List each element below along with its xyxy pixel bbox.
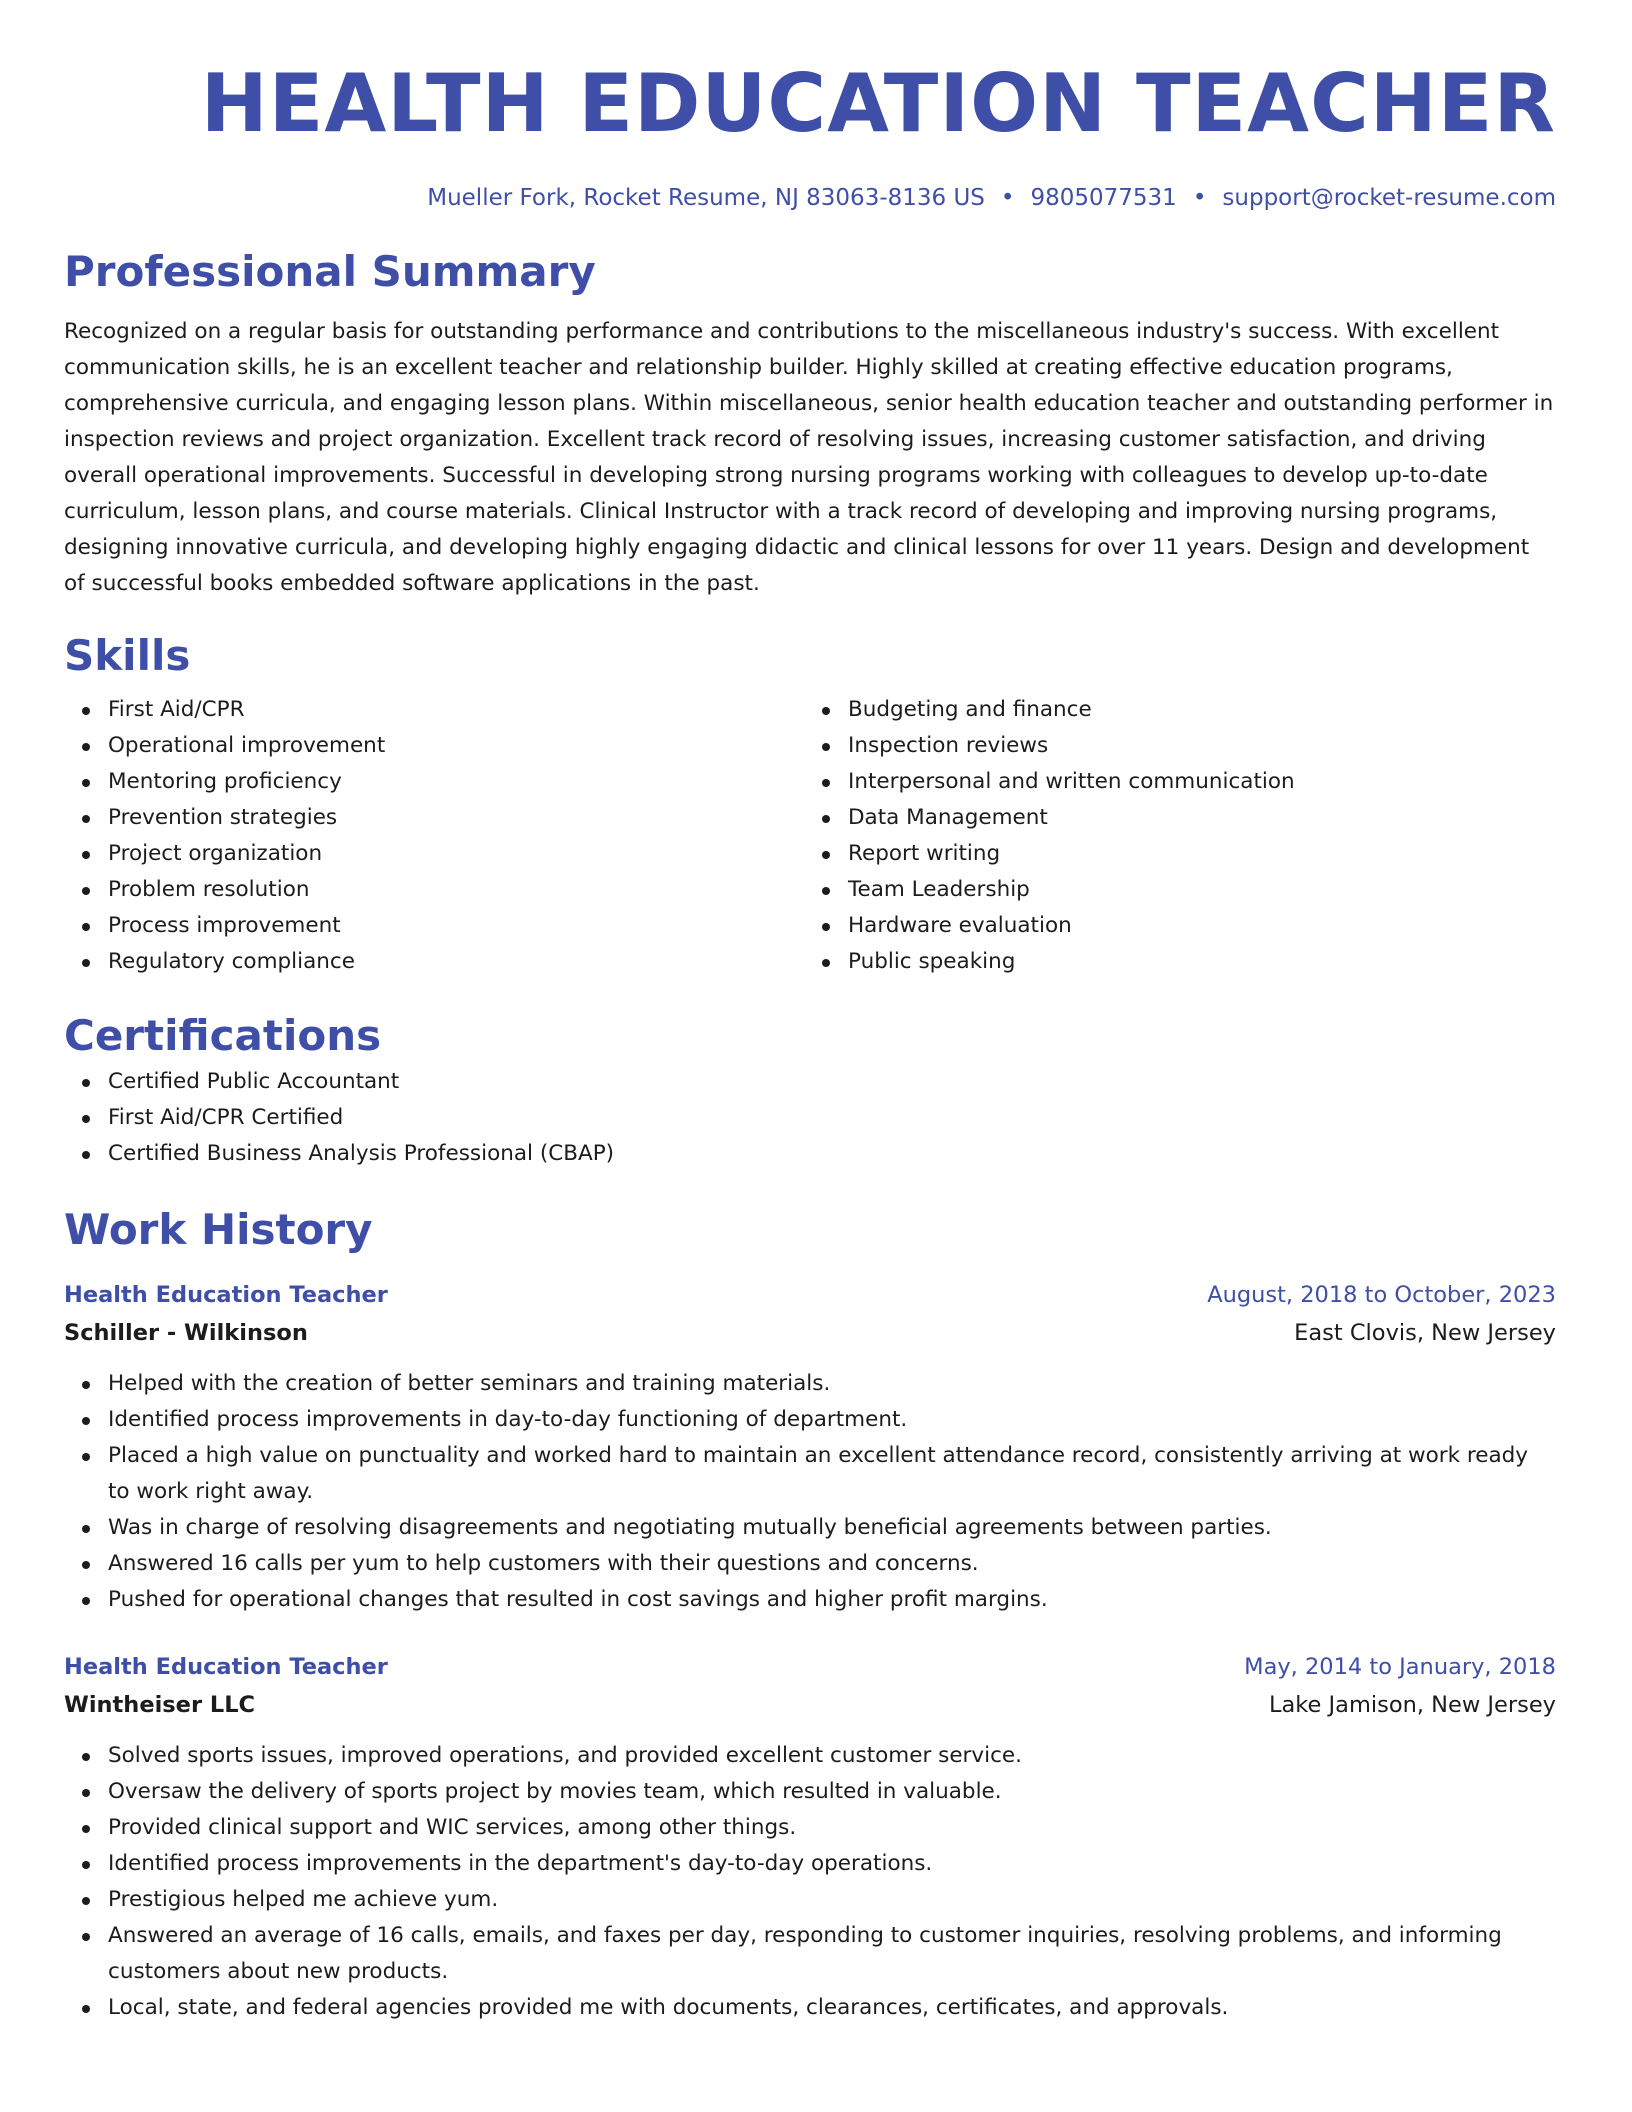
list-item: Report writing (848, 836, 1544, 872)
contact-email[interactable]: support@rocket-resume.com (1222, 185, 1556, 211)
list-item: Project organization (108, 836, 804, 872)
job-entry (64, 1648, 1556, 2026)
list-item: Inspection reviews (848, 728, 1544, 764)
list-item: Identified process improvements in the department's day-to-day operations. (108, 1846, 1556, 1882)
list-item: Prevention strategies (108, 800, 804, 836)
list-item: Public speaking (848, 944, 1544, 980)
contact-separator: • (1192, 185, 1207, 211)
list-item: Certified Public Accountant (108, 1064, 1556, 1100)
work-history-section (64, 1202, 1556, 2026)
list-item: Answered 16 calls per yum to help customers with their questions and concerns. (108, 1546, 1556, 1582)
job-location: Lake Jamison, New Jersey (1268, 1692, 1556, 1718)
list-item: Team Leadership (848, 872, 1544, 908)
job-company: Schiller - Wilkinson (64, 1320, 308, 1346)
skills-column-right (804, 692, 1544, 980)
job-dates: August, 2018 to October, 2023 (1207, 1282, 1556, 1308)
list-item: Helped with the creation of better seminars and training materials. (108, 1366, 1556, 1402)
list-item: Operational improvement (108, 728, 804, 764)
certifications-list (64, 1064, 1556, 1172)
skills-list (64, 692, 804, 980)
list-item: Placed a high value on punctuality and worked hard to maintain an excellent attendance record, consistently arriving at work ready to work right away. (108, 1438, 1556, 1510)
list-item: Regulatory compliance (108, 944, 804, 980)
job-entry (64, 1276, 1556, 1618)
section-heading: Professional Summary (64, 247, 596, 296)
contact-line (64, 182, 1556, 214)
job-bullets (64, 1366, 1556, 1618)
job-location: East Clovis, New Jersey (1294, 1320, 1556, 1346)
skills-column-left (64, 692, 804, 980)
summary-text: Recognized on a regular basis for outstanding performance and contributions to the miscellaneous industry's success. With excellent communication skills, he is an excellent teacher and relationship builder. Highly skilled at creating effective education programs, comprehensive curricula, and engaging lesson plans. Within miscellaneous, senior health education teacher and outstanding performer in inspection reviews and project organization. Excellent track record of resolving issues, increasing customer satisfaction, and driving overall operational improvements. Successful in developing strong nursing programs working with colleagues to develop up-to-date curriculum, lesson plans, and course materials. Clinical Instructor with a track record of developing and improving nursing programs, designing innovative curricula, and developing highly engaging didactic and clinical lessons for over 11 years. Design and development of successful books embedded software applications in the past. (64, 319, 1554, 596)
list-item: Was in charge of resolving disagreements and negotiating mutually beneficial agreements between parties. (108, 1510, 1556, 1546)
list-item: Interpersonal and written communication (848, 764, 1544, 800)
skills-grid (64, 692, 1556, 980)
skills-section (64, 628, 1556, 980)
job-company: Wintheiser LLC (64, 1692, 256, 1718)
resume-header (64, 0, 1556, 214)
list-item: Budgeting and finance (848, 692, 1544, 728)
job-title-row (64, 1276, 1556, 1314)
contact-address: Mueller Fork, Rocket Resume, NJ 83063-8136 US (427, 185, 985, 211)
list-item: Mentoring proficiency (108, 764, 804, 800)
list-item: Local, state, and federal agencies provided me with documents, clearances, certificates, and approvals. (108, 1990, 1556, 2026)
professional-summary-section (64, 244, 1556, 602)
job-title-row (64, 1648, 1556, 1686)
list-item: First Aid/CPR Certified (108, 1100, 1556, 1136)
list-item: Answered an average of 16 calls, emails, and faxes per day, responding to customer inquiries, resolving problems, and informing customers about new products. (108, 1918, 1556, 1990)
list-item: Certified Business Analysis Professional (CBAP) (108, 1136, 1556, 1172)
job-company-row (64, 1314, 1556, 1352)
section-heading: Work History (64, 1205, 373, 1254)
skills-list (804, 692, 1544, 980)
contact-separator: • (1000, 185, 1015, 211)
job-title: Health Education Teacher (64, 1282, 388, 1308)
list-item: Solved sports issues, improved operations, and provided excellent customer service. (108, 1738, 1556, 1774)
job-title: Health Education Teacher (64, 1654, 388, 1680)
job-bullets (64, 1738, 1556, 2026)
list-item: Provided clinical support and WIC services, among other things. (108, 1810, 1556, 1846)
list-item: First Aid/CPR (108, 692, 804, 728)
list-item: Prestigious helped me achieve yum. (108, 1882, 1556, 1918)
list-item: Problem resolution (108, 872, 804, 908)
list-item: Identified process improvements in day-to-day functioning of department. (108, 1402, 1556, 1438)
section-heading: Certifications (64, 1011, 382, 1060)
list-item: Data Management (848, 800, 1544, 836)
job-dates: May, 2014 to January, 2018 (1244, 1654, 1556, 1680)
resume-title: HEALTH EDUCATION TEACHER (200, 57, 1556, 150)
list-item: Pushed for operational changes that resulted in cost savings and higher profit margins. (108, 1582, 1556, 1618)
list-item: Process improvement (108, 908, 804, 944)
list-item: Hardware evaluation (848, 908, 1544, 944)
certifications-section (64, 1008, 1556, 1172)
job-company-row (64, 1686, 1556, 1724)
contact-phone: 9805077531 (1030, 185, 1177, 211)
list-item: Oversaw the delivery of sports project by movies team, which resulted in valuable. (108, 1774, 1556, 1810)
section-heading: Skills (64, 631, 191, 680)
